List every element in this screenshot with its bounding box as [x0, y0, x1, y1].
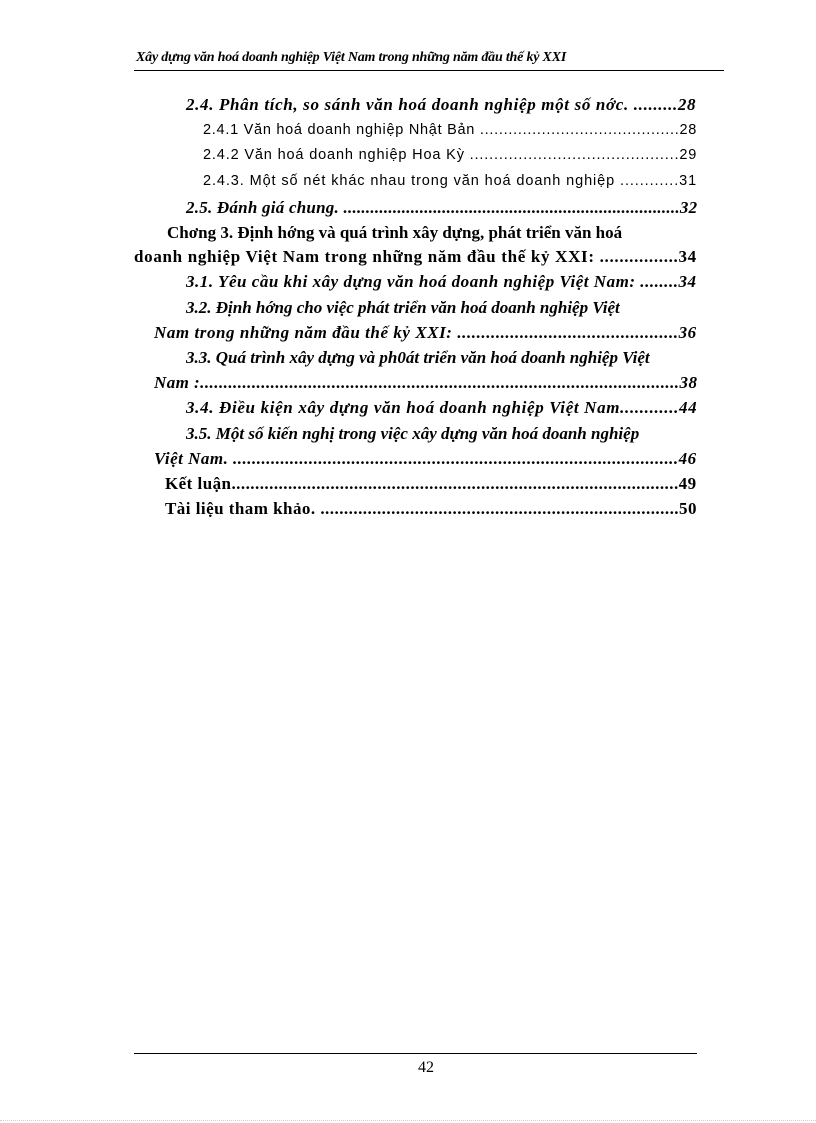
toc-entry-chapter-3-cont: doanh nghiệp Việt Nam trong những năm đầu thế kỷ XXI: ................34 — [134, 247, 697, 266]
toc-entry-2-4-3: 2.4.3. Một số nét khác nhau trong văn hoá doanh nghiệp ............31 — [203, 173, 698, 189]
toc-entry-2-4-1: 2.4.1 Văn hoá doanh nghiệp Nhật Bản ..........................................28 — [203, 122, 698, 138]
toc-entry-3-1: 3.1. Yêu cầu khi xây dựng văn hoá doanh nghiệp Việt Nam: ........34 — [186, 272, 697, 291]
toc-entry-3-5: 3.5. Một số kiến nghị trong việc xây dựng văn hoá doanh nghiệp — [186, 424, 640, 443]
toc-entry-chapter-3: Chơng 3. Định hớng và quá trình xây dựng, phát triển văn hoá — [167, 223, 623, 242]
toc-entry-3-5-cont: Việt Nam. ..............................................................................................46 — [154, 449, 697, 468]
toc-entry-3-3-cont: Nam :......................................................................................................38 — [154, 373, 698, 392]
footer-rule — [134, 1053, 697, 1054]
header-title: Xây dựng văn hoá doanh nghiệp Việt Nam trong những năm đầu thế kỷ XXI — [136, 50, 567, 65]
page-edge-divider — [0, 1120, 816, 1121]
toc-entry-3-3: 3.3. Quá trình xây dựng và ph0át triển văn hoá doanh nghiệp Việt — [186, 348, 650, 367]
page-number: 42 — [418, 1059, 434, 1076]
toc-entry-references: Tài liệu tham khảo. ............................................................................50 — [165, 499, 697, 518]
toc-entry-3-2: 3.2. Định hớng cho việc phát triển văn hoá doanh nghiệp Việt — [186, 298, 620, 317]
toc-entry-2-5: 2.5. Đánh giá chung. ...........................................................................32 — [186, 198, 698, 217]
toc-entry-2-4: 2.4. Phân tích, so sánh văn hoá doanh nghiệp một số nớc. .........28 — [186, 95, 697, 114]
toc-entry-3-4: 3.4. Điều kiện xây dựng văn hoá doanh nghiệp Việt Nam............44 — [186, 398, 698, 417]
toc-entry-3-2-cont: Nam trong những năm đầu thế kỷ XXI: ..............................................36 — [154, 323, 697, 342]
toc-entry-conclusion: Kết luận...............................................................................................49 — [165, 474, 697, 493]
toc-entry-2-4-2: 2.4.2 Văn hoá doanh nghiệp Hoa Kỳ ...........................................29 — [203, 147, 698, 163]
